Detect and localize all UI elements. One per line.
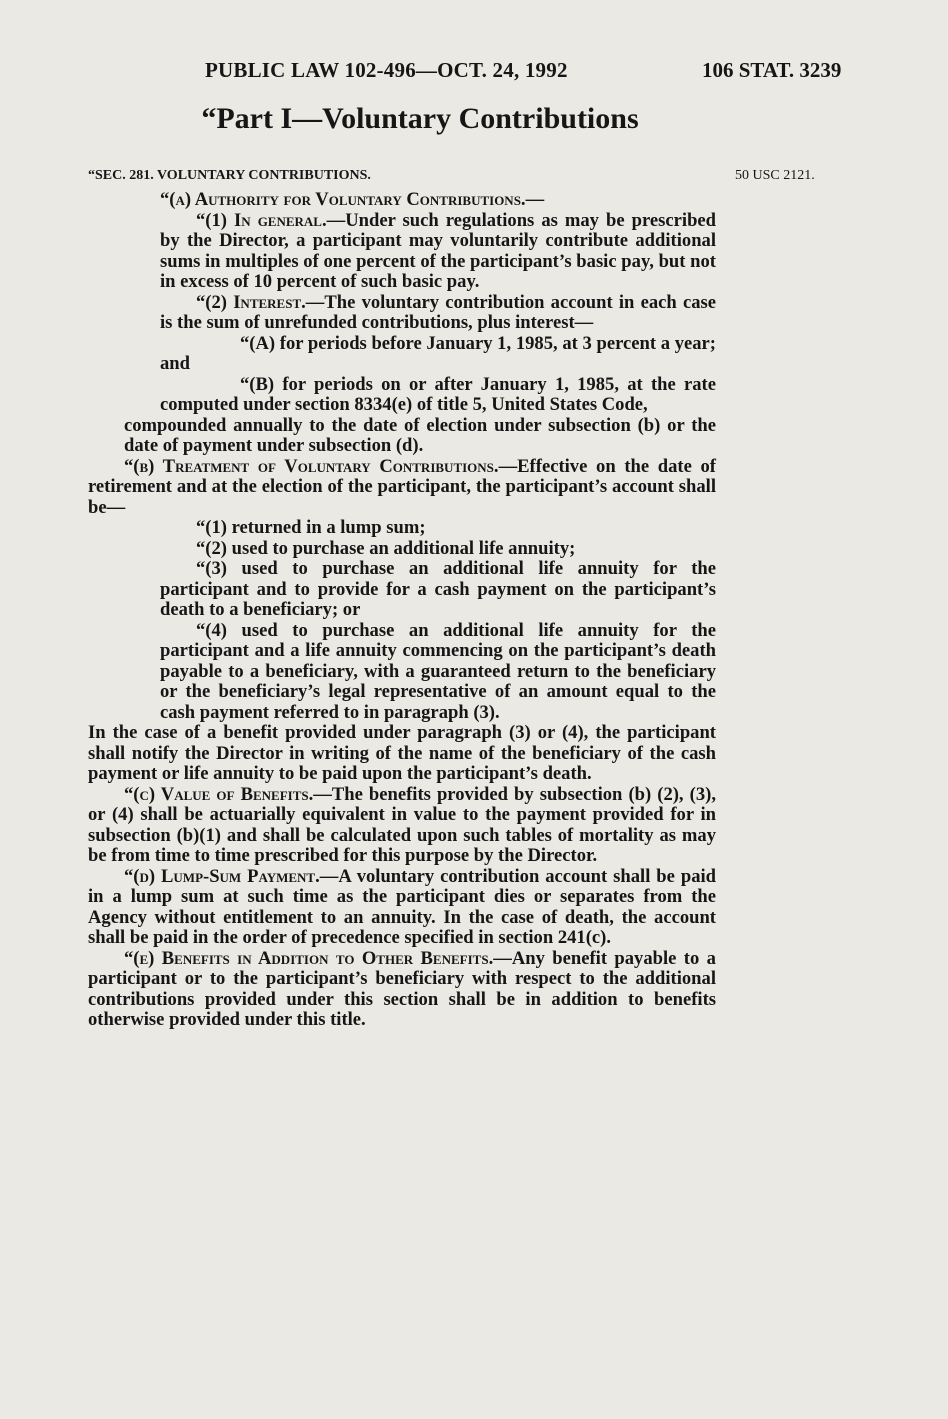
paragraph-b2: “(2) used to purchase an additional life annuity; [196, 537, 576, 559]
paragraph-a2 [124, 293, 716, 334]
subsection-a-heading [124, 190, 716, 211]
subsection-d [88, 867, 716, 949]
paragraph-a2-tail: compounded annually to the date of election under subsection (b) or the date of payment under subsection (d). [124, 414, 716, 456]
subsection-b-title: “(b) Treatment of Voluntary Contributions. [124, 455, 499, 477]
section-heading: “SEC. 281. VOLUNTARY CONTRIBUTIONS. [88, 168, 371, 183]
paragraph-a1-text: —Under such regulations as may be prescribed by the Director, a participant may voluntarily contribute additional sums in multiples of one percent of the participant’s basic pay, but not in excess of 10 percent of such basic pay. [160, 209, 717, 292]
paragraph-a2-text: —The voluntary contribution account in each case is the sum of unrefunded contributions, plus interest— [160, 291, 716, 333]
subsection-d-text: —A voluntary contribution account shall be paid in a lump sum at such time as the participant dies or separates from the Agency without entitlement to an annuity. In the case of death, the account shall be paid in the order of precedence specified in section 241(c). [88, 865, 716, 948]
running-head-citation: PUBLIC LAW 102-496—OCT. 24, 1992 [205, 58, 568, 82]
subsection-d-title: “(d) Lump-Sum Payment. [124, 865, 320, 887]
paragraph-b3: “(3) used to purchase an additional life annuity for the participant and to provide for a cash payment on the participant’s death to a beneficiary; or [160, 558, 716, 620]
clause-a2B: “(B) for periods on or after January 1, 1985, at the rate computed under section 8334(e) of title 5, United States Code, [160, 373, 716, 415]
subsection-b [88, 457, 716, 519]
statute-page-number: 106 STAT. 3239 [702, 58, 842, 82]
subsection-c-title: “(c) Value of Benefits. [124, 783, 314, 805]
subsection-b-text: —Effective on the date of retirement and at the election of the participant, the participant’s account shall be— [88, 455, 716, 518]
subsection-b-tail: In the case of a benefit provided under paragraph (3) or (4), the participant shall notify the Director in writing of the name of the beneficiary of the cash payment or life annuity to be paid upon the participant’s death. [88, 722, 716, 784]
part-title: “Part I—Voluntary Contributions [201, 102, 639, 135]
subsection-c-text: —The benefits provided by subsection (b) (2), (3), or (4) shall be actuarially equivalent in value to the payment provided for in subsection (b)(1) and shall be calculated upon such tables of mortality as may be from time to time prescribed for this purpose by the Director. [88, 783, 716, 866]
subsection-a-title: “(a) Authority for Voluntary Contributions.— [160, 189, 545, 210]
paragraph-b4: “(4) used to purchase an additional life annuity for the participant and a life annuity commencing on the participant’s death payable to a beneficiary, with a guaranteed return to the beneficiary or the beneficiary’s legal representative of an amount equal to the cash payment referred to in paragraph (3). [160, 619, 716, 723]
subsection-e-text: —Any benefit payable to a participant or to the participant’s beneficiary with respect to the additional contributions provided under this section shall be in addition to benefits otherwise provided under this title. [88, 947, 716, 1030]
paragraph-a1-title: “(1) In general. [196, 209, 327, 231]
paragraph-a1 [124, 211, 716, 293]
subsection-e-title: “(e) Benefits in Addition to Other Benefits. [124, 947, 494, 969]
paragraph-a2-title: “(2) Interest. [196, 291, 306, 313]
subsection-e [88, 949, 716, 1031]
section-body [88, 189, 717, 1031]
running-head [0, 58, 948, 88]
subsection-c [88, 785, 716, 867]
margin-citation: 50 USC 2121. [735, 168, 815, 183]
clause-a2A: “(A) for periods before January 1, 1985, at 3 percent a year; and [160, 332, 716, 374]
paragraph-b1: “(1) returned in a lump sum; [196, 517, 426, 538]
